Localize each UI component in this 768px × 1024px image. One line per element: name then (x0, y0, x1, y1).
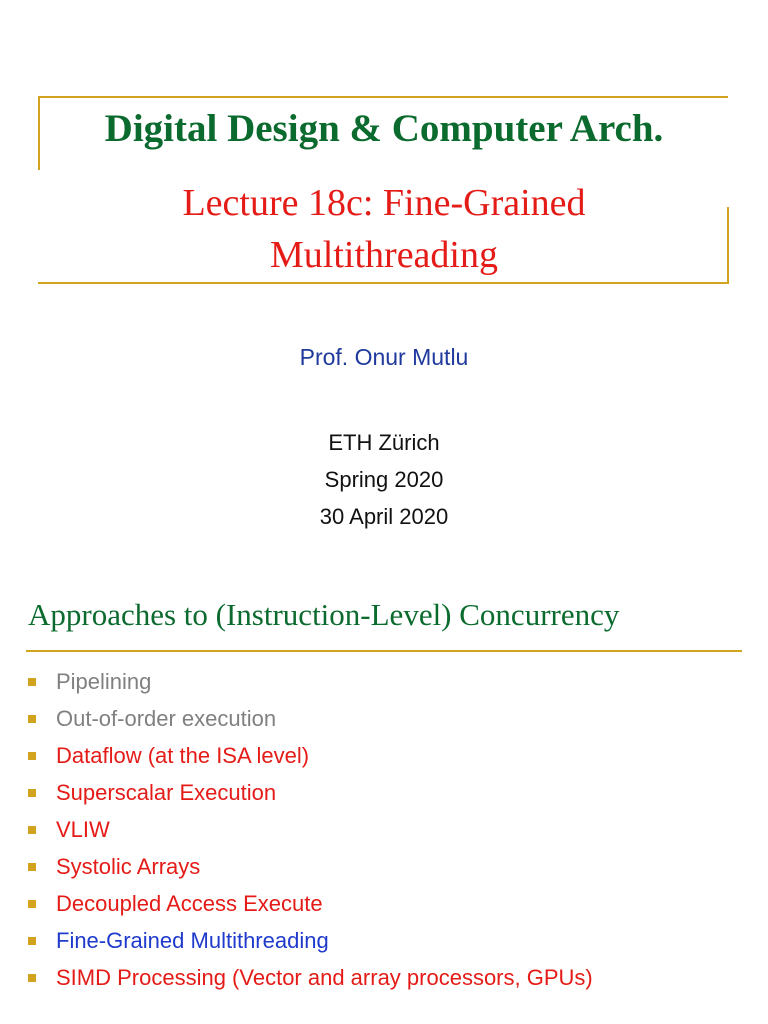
bullet-text: Systolic Arrays (56, 853, 201, 879)
slide-title: Approaches to (Instruction-Level) Concurrency (28, 597, 620, 632)
bullet-text: Superscalar Execution (56, 779, 277, 805)
square-bullet-icon (28, 826, 36, 834)
bullet-text: Out-of-order execution (56, 705, 277, 731)
bullet-item (28, 959, 593, 996)
institution: ETH Zürich (328, 430, 440, 455)
bullet-item (28, 663, 593, 700)
lecture-title (0, 177, 768, 281)
square-bullet-icon (28, 974, 36, 982)
bullet-text: SIMD Processing (Vector and array processors, GPUs) (56, 964, 593, 990)
title-frame-top (38, 96, 728, 98)
square-bullet-icon (28, 715, 36, 723)
lecture-title-line1: Lecture 18c: Fine-Grained (182, 182, 586, 224)
bullet-list (28, 663, 593, 996)
square-bullet-icon (28, 789, 36, 797)
bullet-item (28, 922, 593, 959)
bullet-item (28, 737, 593, 774)
course-title: Digital Design & Computer Arch. (104, 107, 664, 150)
square-bullet-icon (28, 863, 36, 871)
title-frame-bottom (38, 282, 729, 284)
title-divider (26, 650, 742, 652)
lecture-date: 30 April 2020 (319, 504, 449, 529)
bullet-text: VLIW (56, 816, 110, 842)
square-bullet-icon (28, 937, 36, 945)
author-name: Prof. Onur Mutlu (299, 344, 469, 370)
bullet-text: Fine-Grained Multithreading (56, 927, 329, 953)
bullet-item (28, 774, 593, 811)
square-bullet-icon (28, 752, 36, 760)
bullet-item (28, 848, 593, 885)
square-bullet-icon (28, 678, 36, 686)
lecture-title-line2: Multithreading (270, 234, 498, 276)
bullet-item (28, 700, 593, 737)
bullet-text: Pipelining (56, 668, 152, 694)
bullet-item (28, 885, 593, 922)
bullet-text: Decoupled Access Execute (56, 890, 323, 916)
semester: Spring 2020 (324, 467, 444, 492)
bullet-text: Dataflow (at the ISA level) (56, 742, 310, 768)
bullet-item (28, 811, 593, 848)
square-bullet-icon (28, 900, 36, 908)
concurrency-slide (0, 585, 768, 1024)
